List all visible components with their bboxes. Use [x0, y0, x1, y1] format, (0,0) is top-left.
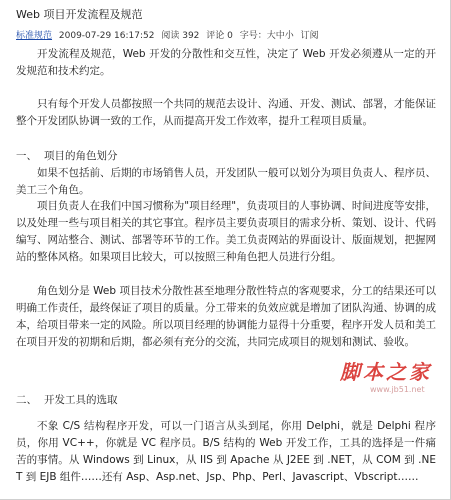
section-number: 二、: [16, 394, 37, 406]
paragraph-project-manager: 项目负责人在我们中国习惯称为"项目经理"，负责项目的人事协调、时间进度等安排，以及处理一些与项目相关的其它事宜。程序员主要负责项目的需求分析、策划、设计、代码编写、网站整合、测试、部署等环节的工作。美工负责网站的界面设计、版面规划，把握网站的整体风格。如果项目比较大，可以按照三种角色把人员进行分组。: [16, 200, 436, 263]
section-heading-tools: [16, 392, 118, 409]
paragraph-tools: 不象 C/S 结构程序开发，可以一门语言从头到尾，你用 Delphi，就是 Delphi 程序员，你用 VC++，你就是 VC 程序员。B/S 结构的 Web 开发工作，工具的选择是一件痛苦的事情。从 Windows 到 Linux，从 IIS 到 Apache 从 J2EE 到 .NET，从 COM 到 .NET 到 EJB 组件……还有 Asp、Asp.net、Jsp、Php、Perl、Javascript、Vbscript……: [16, 420, 436, 483]
font-size-control[interactable]: 字号：大中小: [239, 31, 294, 41]
section-title: 项目的角色划分: [44, 150, 118, 162]
subscribe-link[interactable]: 订阅: [300, 31, 319, 41]
site-watermark-url: www.jb51.net: [370, 385, 425, 394]
site-watermark-logo: 脚本之家: [340, 360, 432, 384]
post-date: 2009-07-29 16:17:52: [58, 31, 155, 41]
section-heading-roles: [16, 148, 118, 165]
article-title: Web 项目开发流程及规范: [16, 8, 143, 21]
read-count: 阅读 392: [161, 31, 200, 41]
paragraph-team: 只有每个开发人员都按照一个共同的规范去设计、沟通、开发、测试、部署，才能保证整个开发团队协调一致的工作，从而提高开发工作效率，提升工程项目质量。: [16, 98, 436, 127]
comment-count[interactable]: 评论 0: [206, 31, 233, 41]
section-number: 一、: [16, 150, 37, 162]
paragraph-roles: 如果不包括前、后期的市场销售人员，开发团队一般可以划分为项目负责人、程序员、美工三个角色。: [16, 167, 436, 196]
article-meta: [16, 28, 323, 41]
paragraph-intro: 开发流程及规范，Web 开发的分散性和交互性，决定了 Web 开发必须遵从一定的开发规范和技术约定。: [16, 48, 436, 77]
tag-link[interactable]: 标准规范: [16, 31, 53, 41]
paragraph-role-division: 角色划分是 Web 项目技术分散性甚至地理分散性特点的客观要求，分工的结果还可以明确工作责任，最终保证了项目的质量。分工带来的负效应就是增加了团队沟通、协调的成本，给项目带来一定的风险。所以项目经理的协调能力显得十分重要，程序开发人员和美工在项目开发的初期和后期，都必须有充分的交流，共同完成项目的规划和测试、验收。: [16, 285, 436, 348]
section-title: 开发工具的选取: [44, 394, 118, 406]
